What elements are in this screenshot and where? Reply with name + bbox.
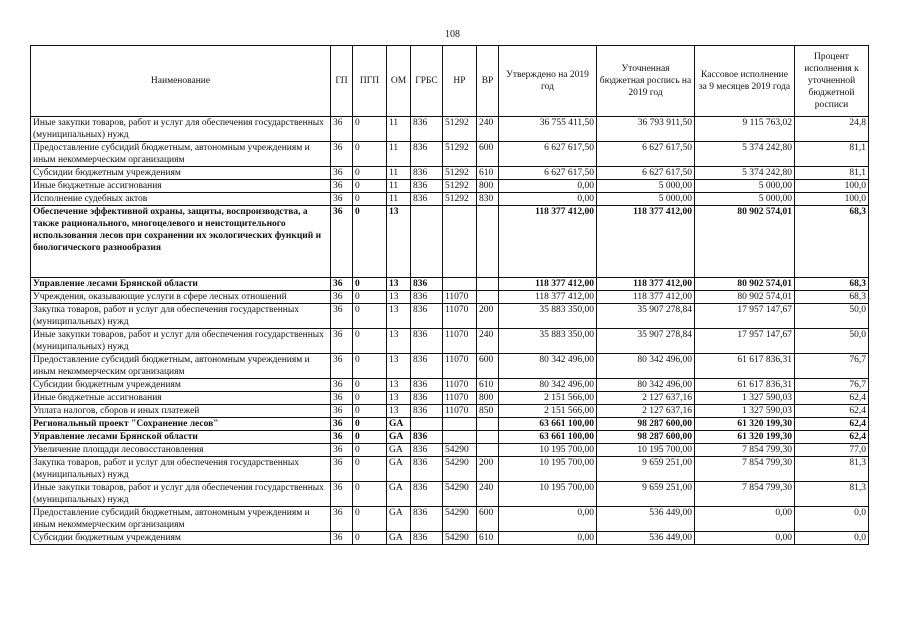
cell-vr xyxy=(477,278,499,291)
cell-refined: 6 627 617,50 xyxy=(597,142,695,167)
cell-vr: 240 xyxy=(477,117,499,142)
cell-vr: 240 xyxy=(477,329,499,354)
cell-approved: 10 195 700,00 xyxy=(499,457,597,482)
cell-gp: 36 xyxy=(331,392,353,405)
cell-cash: 7 854 799,30 xyxy=(695,457,795,482)
table-row xyxy=(31,444,869,457)
header-percent: Процент исполнения к уточненной бюджетной росписи xyxy=(795,46,869,117)
cell-pgp: 0 xyxy=(353,117,387,142)
cell-percent: 81,3 xyxy=(795,482,869,507)
cell-om: GA xyxy=(387,532,411,545)
cell-percent: 68,3 xyxy=(795,278,869,291)
cell-grbs: 836 xyxy=(411,444,443,457)
cell-vr xyxy=(477,206,499,278)
cell-om: 13 xyxy=(387,354,411,379)
cell-pgp: 0 xyxy=(353,167,387,180)
cell-np xyxy=(443,278,477,291)
cell-np: 51292 xyxy=(443,142,477,167)
cell-refined: 2 127 637,16 xyxy=(597,405,695,418)
cell-percent: 62,4 xyxy=(795,392,869,405)
cell-name: Субсидии бюджетным учреждениям xyxy=(31,167,331,180)
cell-np xyxy=(443,418,477,431)
cell-grbs: 836 xyxy=(411,329,443,354)
cell-cash: 61 617 836,31 xyxy=(695,379,795,392)
cell-grbs: 836 xyxy=(411,354,443,379)
cell-om: 11 xyxy=(387,167,411,180)
cell-name: Исполнение судебных актов xyxy=(31,193,331,206)
cell-gp: 36 xyxy=(331,444,353,457)
cell-cash: 17 957 147,67 xyxy=(695,329,795,354)
table-row xyxy=(31,418,869,431)
cell-grbs: 836 xyxy=(411,482,443,507)
cell-grbs: 836 xyxy=(411,142,443,167)
cell-approved: 2 151 566,00 xyxy=(499,392,597,405)
cell-np xyxy=(443,431,477,444)
cell-grbs: 836 xyxy=(411,193,443,206)
cell-percent: 81,3 xyxy=(795,457,869,482)
cell-refined: 9 659 251,00 xyxy=(597,482,695,507)
cell-np: 51292 xyxy=(443,180,477,193)
cell-refined: 9 659 251,00 xyxy=(597,457,695,482)
cell-om: GA xyxy=(387,444,411,457)
cell-np: 11070 xyxy=(443,392,477,405)
header-cash: Кассовое исполнение за 9 месяцев 2019 года xyxy=(695,46,795,117)
cell-vr: 610 xyxy=(477,379,499,392)
cell-vr: 610 xyxy=(477,532,499,545)
cell-om: GA xyxy=(387,457,411,482)
cell-pgp: 0 xyxy=(353,392,387,405)
header-gp: ГП xyxy=(331,46,353,117)
cell-name: Иные бюджетные ассигнования xyxy=(31,392,331,405)
table-row xyxy=(31,142,869,167)
cell-pgp: 0 xyxy=(353,206,387,278)
cell-approved: 63 661 100,00 xyxy=(499,418,597,431)
cell-pgp: 0 xyxy=(353,418,387,431)
cell-om: 11 xyxy=(387,142,411,167)
cell-name: Субсидии бюджетным учреждениям xyxy=(31,379,331,392)
cell-pgp: 0 xyxy=(353,193,387,206)
cell-name: Уплата налогов, сборов и иных платежей xyxy=(31,405,331,418)
cell-om: 11 xyxy=(387,180,411,193)
cell-refined: 36 793 911,50 xyxy=(597,117,695,142)
cell-refined: 10 195 700,00 xyxy=(597,444,695,457)
cell-om: GA xyxy=(387,507,411,532)
table-row xyxy=(31,532,869,545)
cell-name: Учреждения, оказывающие услуги в сфере лесных отношений xyxy=(31,291,331,304)
cell-np: 11070 xyxy=(443,354,477,379)
cell-approved: 10 195 700,00 xyxy=(499,444,597,457)
cell-pgp: 0 xyxy=(353,532,387,545)
cell-percent: 100,0 xyxy=(795,180,869,193)
cell-grbs: 836 xyxy=(411,507,443,532)
cell-gp: 36 xyxy=(331,507,353,532)
cell-gp: 36 xyxy=(331,304,353,329)
cell-grbs: 836 xyxy=(411,304,443,329)
cell-refined: 98 287 600,00 xyxy=(597,431,695,444)
cell-gp: 36 xyxy=(331,180,353,193)
cell-vr: 240 xyxy=(477,482,499,507)
cell-grbs: 836 xyxy=(411,117,443,142)
cell-refined: 536 449,00 xyxy=(597,507,695,532)
cell-cash: 5 374 242,80 xyxy=(695,142,795,167)
cell-np: 51292 xyxy=(443,193,477,206)
cell-gp: 36 xyxy=(331,291,353,304)
header-refined: Уточненная бюджетная роспись на 2019 год xyxy=(597,46,695,117)
cell-cash: 61 320 199,30 xyxy=(695,431,795,444)
cell-name: Иные закупки товаров, работ и услуг для обеспечения государственных (муниципальных) нужд xyxy=(31,482,331,507)
cell-name: Закупка товаров, работ и услуг для обеспечения государственных (муниципальных) нужд xyxy=(31,304,331,329)
cell-percent: 24,8 xyxy=(795,117,869,142)
cell-om: 13 xyxy=(387,304,411,329)
cell-cash: 7 854 799,30 xyxy=(695,444,795,457)
cell-approved: 35 883 350,00 xyxy=(499,304,597,329)
cell-om: 13 xyxy=(387,379,411,392)
cell-np: 11070 xyxy=(443,291,477,304)
cell-grbs: 836 xyxy=(411,379,443,392)
cell-approved: 80 342 496,00 xyxy=(499,379,597,392)
cell-grbs xyxy=(411,418,443,431)
cell-percent: 0,0 xyxy=(795,532,869,545)
cell-approved: 63 661 100,00 xyxy=(499,431,597,444)
cell-gp: 36 xyxy=(331,379,353,392)
cell-name: Закупка товаров, работ и услуг для обеспечения государственных (муниципальных) нужд xyxy=(31,457,331,482)
header-np: НР xyxy=(443,46,477,117)
cell-name: Иные бюджетные ассигнования xyxy=(31,180,331,193)
cell-pgp: 0 xyxy=(353,304,387,329)
cell-cash: 5 374 242,80 xyxy=(695,167,795,180)
cell-grbs: 836 xyxy=(411,392,443,405)
cell-om: GA xyxy=(387,418,411,431)
table-row xyxy=(31,291,869,304)
cell-percent: 68,3 xyxy=(795,206,869,278)
cell-vr xyxy=(477,291,499,304)
cell-np: 11070 xyxy=(443,405,477,418)
cell-np: 11070 xyxy=(443,379,477,392)
table-row xyxy=(31,482,869,507)
cell-percent: 0,0 xyxy=(795,507,869,532)
cell-percent: 81,1 xyxy=(795,167,869,180)
cell-vr: 600 xyxy=(477,354,499,379)
cell-gp: 36 xyxy=(331,278,353,291)
cell-np: 51292 xyxy=(443,117,477,142)
cell-pgp: 0 xyxy=(353,444,387,457)
table-row xyxy=(31,379,869,392)
cell-gp: 36 xyxy=(331,354,353,379)
cell-refined: 5 000,00 xyxy=(597,180,695,193)
cell-grbs xyxy=(411,206,443,278)
cell-om: 11 xyxy=(387,193,411,206)
cell-percent: 50,0 xyxy=(795,304,869,329)
cell-vr xyxy=(477,418,499,431)
cell-pgp: 0 xyxy=(353,405,387,418)
cell-cash: 17 957 147,67 xyxy=(695,304,795,329)
cell-percent: 81,1 xyxy=(795,142,869,167)
cell-vr: 850 xyxy=(477,405,499,418)
cell-cash: 80 902 574,01 xyxy=(695,291,795,304)
cell-gp: 36 xyxy=(331,532,353,545)
cell-name: Региональный проект "Сохранение лесов" xyxy=(31,418,331,431)
cell-pgp: 0 xyxy=(353,142,387,167)
table-row xyxy=(31,354,869,379)
cell-grbs: 836 xyxy=(411,291,443,304)
cell-pgp: 0 xyxy=(353,431,387,444)
cell-pgp: 0 xyxy=(353,180,387,193)
cell-gp: 36 xyxy=(331,167,353,180)
cell-vr xyxy=(477,431,499,444)
table-row xyxy=(31,117,869,142)
cell-grbs: 836 xyxy=(411,431,443,444)
table-row xyxy=(31,167,869,180)
cell-name: Управление лесами Брянской области xyxy=(31,278,331,291)
cell-approved: 0,00 xyxy=(499,193,597,206)
cell-name: Управление лесами Брянской области xyxy=(31,431,331,444)
cell-refined: 2 127 637,16 xyxy=(597,392,695,405)
cell-vr: 610 xyxy=(477,167,499,180)
cell-gp: 36 xyxy=(331,418,353,431)
cell-percent: 76,7 xyxy=(795,379,869,392)
cell-np: 54290 xyxy=(443,444,477,457)
header-row xyxy=(31,46,869,117)
cell-approved: 6 627 617,50 xyxy=(499,167,597,180)
cell-approved: 118 377 412,00 xyxy=(499,206,597,278)
cell-cash: 0,00 xyxy=(695,507,795,532)
cell-pgp: 0 xyxy=(353,354,387,379)
cell-refined: 536 449,00 xyxy=(597,532,695,545)
table-row xyxy=(31,457,869,482)
cell-gp: 36 xyxy=(331,117,353,142)
cell-vr: 830 xyxy=(477,193,499,206)
cell-refined: 6 627 617,50 xyxy=(597,167,695,180)
cell-refined: 118 377 412,00 xyxy=(597,278,695,291)
cell-name: Субсидии бюджетным учреждениям xyxy=(31,532,331,545)
cell-np: 51292 xyxy=(443,167,477,180)
cell-cash: 1 327 590,03 xyxy=(695,405,795,418)
cell-approved: 0,00 xyxy=(499,507,597,532)
cell-refined: 35 907 278,84 xyxy=(597,304,695,329)
cell-name: Предоставление субсидий бюджетным, автономным учреждениям и иным некоммерческим организациям xyxy=(31,354,331,379)
cell-vr: 800 xyxy=(477,392,499,405)
cell-gp: 36 xyxy=(331,206,353,278)
cell-refined: 98 287 600,00 xyxy=(597,418,695,431)
cell-approved: 118 377 412,00 xyxy=(499,278,597,291)
cell-np: 11070 xyxy=(443,329,477,354)
cell-refined: 5 000,00 xyxy=(597,193,695,206)
cell-cash: 9 115 763,02 xyxy=(695,117,795,142)
cell-grbs: 836 xyxy=(411,278,443,291)
cell-np: 54290 xyxy=(443,457,477,482)
cell-vr: 200 xyxy=(477,304,499,329)
cell-om: 11 xyxy=(387,117,411,142)
cell-percent: 76,7 xyxy=(795,354,869,379)
cell-grbs: 836 xyxy=(411,457,443,482)
table-row xyxy=(31,431,869,444)
cell-approved: 10 195 700,00 xyxy=(499,482,597,507)
cell-cash: 61 320 199,30 xyxy=(695,418,795,431)
cell-pgp: 0 xyxy=(353,507,387,532)
cell-grbs: 836 xyxy=(411,167,443,180)
cell-vr: 800 xyxy=(477,180,499,193)
cell-pgp: 0 xyxy=(353,482,387,507)
cell-cash: 7 854 799,30 xyxy=(695,482,795,507)
cell-cash: 80 902 574,01 xyxy=(695,206,795,278)
cell-percent: 62,4 xyxy=(795,405,869,418)
cell-gp: 36 xyxy=(331,431,353,444)
cell-np xyxy=(443,206,477,278)
header-pgp: ПГП xyxy=(353,46,387,117)
cell-gp: 36 xyxy=(331,142,353,167)
cell-name: Предоставление субсидий бюджетным, автономным учреждениям и иным некоммерческим организациям xyxy=(31,507,331,532)
cell-percent: 62,4 xyxy=(795,431,869,444)
cell-om: 13 xyxy=(387,291,411,304)
cell-gp: 36 xyxy=(331,329,353,354)
table-row xyxy=(31,278,869,291)
cell-grbs: 836 xyxy=(411,405,443,418)
cell-cash: 5 000,00 xyxy=(695,180,795,193)
cell-np: 54290 xyxy=(443,482,477,507)
cell-percent: 62,4 xyxy=(795,418,869,431)
table-row xyxy=(31,405,869,418)
cell-om: 13 xyxy=(387,329,411,354)
cell-refined: 80 342 496,00 xyxy=(597,354,695,379)
cell-name: Иные закупки товаров, работ и услуг для обеспечения государственных (муниципальных) нужд xyxy=(31,117,331,142)
cell-np: 54290 xyxy=(443,532,477,545)
cell-pgp: 0 xyxy=(353,457,387,482)
cell-cash: 1 327 590,03 xyxy=(695,392,795,405)
cell-np: 54290 xyxy=(443,507,477,532)
budget-table xyxy=(30,45,869,545)
cell-om: 13 xyxy=(387,392,411,405)
cell-percent: 100,0 xyxy=(795,193,869,206)
header-approved: Утверждено на 2019 год xyxy=(499,46,597,117)
header-name: Наименование xyxy=(31,46,331,117)
cell-name: Иные закупки товаров, работ и услуг для обеспечения государственных (муниципальных) нужд xyxy=(31,329,331,354)
cell-approved: 80 342 496,00 xyxy=(499,354,597,379)
cell-gp: 36 xyxy=(331,405,353,418)
cell-approved: 0,00 xyxy=(499,180,597,193)
header-om: ОМ xyxy=(387,46,411,117)
cell-om: GA xyxy=(387,482,411,507)
table-row xyxy=(31,392,869,405)
table-row xyxy=(31,304,869,329)
cell-vr: 600 xyxy=(477,507,499,532)
cell-percent: 50,0 xyxy=(795,329,869,354)
header-grbs: ГРБС xyxy=(411,46,443,117)
cell-np: 11070 xyxy=(443,304,477,329)
cell-vr: 600 xyxy=(477,142,499,167)
cell-cash: 80 902 574,01 xyxy=(695,278,795,291)
cell-gp: 36 xyxy=(331,457,353,482)
cell-name: Предоставление субсидий бюджетным, автономным учреждениям и иным некоммерческим организациям xyxy=(31,142,331,167)
cell-cash: 0,00 xyxy=(695,532,795,545)
cell-om: 13 xyxy=(387,206,411,278)
cell-approved: 35 883 350,00 xyxy=(499,329,597,354)
cell-approved: 6 627 617,50 xyxy=(499,142,597,167)
cell-om: 13 xyxy=(387,405,411,418)
cell-approved: 2 151 566,00 xyxy=(499,405,597,418)
cell-gp: 36 xyxy=(331,193,353,206)
cell-refined: 118 377 412,00 xyxy=(597,206,695,278)
cell-percent: 77,0 xyxy=(795,444,869,457)
page-number: 108 xyxy=(445,29,460,40)
table-row xyxy=(31,193,869,206)
cell-name: Обеспечение эффективной охраны, защиты, воспроизводства, а также рационального, многоцелевого и неистощительного использования лесов при сохранении их экологических функций и биологического разнообразия xyxy=(31,206,331,278)
cell-name: Увеличение площади лесовосстановления xyxy=(31,444,331,457)
cell-pgp: 0 xyxy=(353,291,387,304)
cell-cash: 61 617 836,31 xyxy=(695,354,795,379)
table-row xyxy=(31,206,869,278)
cell-om: GA xyxy=(387,431,411,444)
cell-cash: 5 000,00 xyxy=(695,193,795,206)
cell-pgp: 0 xyxy=(353,278,387,291)
cell-vr xyxy=(477,444,499,457)
cell-vr: 200 xyxy=(477,457,499,482)
cell-refined: 80 342 496,00 xyxy=(597,379,695,392)
table-row xyxy=(31,180,869,193)
cell-pgp: 0 xyxy=(353,379,387,392)
cell-grbs: 836 xyxy=(411,180,443,193)
cell-refined: 118 377 412,00 xyxy=(597,291,695,304)
cell-percent: 68,3 xyxy=(795,291,869,304)
table-row xyxy=(31,507,869,532)
table-row xyxy=(31,329,869,354)
cell-approved: 36 755 411,50 xyxy=(499,117,597,142)
cell-approved: 118 377 412,00 xyxy=(499,291,597,304)
cell-approved: 0,00 xyxy=(499,532,597,545)
cell-gp: 36 xyxy=(331,482,353,507)
cell-refined: 35 907 278,84 xyxy=(597,329,695,354)
cell-pgp: 0 xyxy=(353,329,387,354)
cell-om: 13 xyxy=(387,278,411,291)
header-vr: ВР xyxy=(477,46,499,117)
cell-grbs: 836 xyxy=(411,532,443,545)
